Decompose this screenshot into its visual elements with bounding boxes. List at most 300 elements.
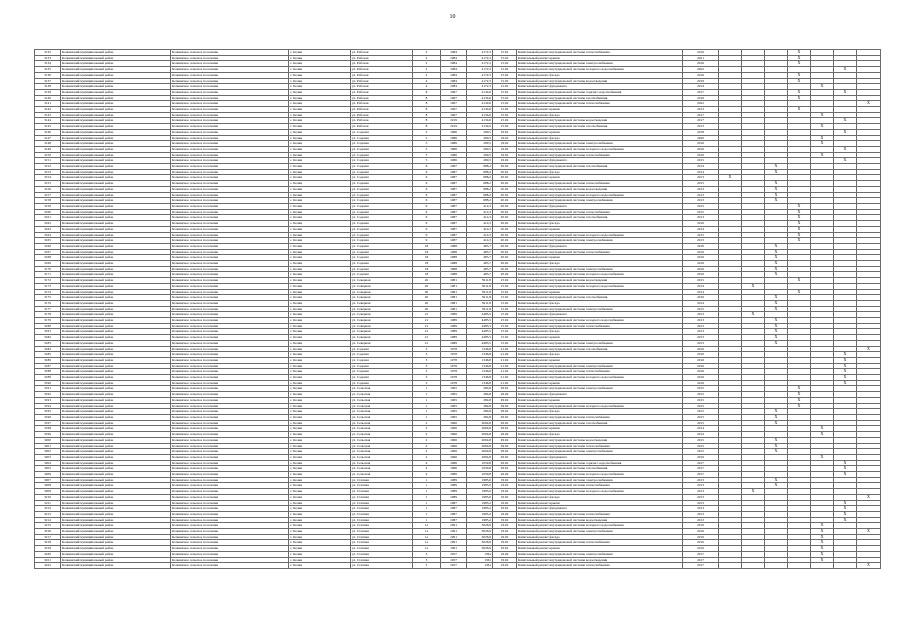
area-cell: 2064,8 [467,432,493,438]
code-cell: 21.02 [493,369,517,375]
mark-3-cell: X [765,340,788,346]
work-type-cell: Капитальный ремонт внутридомовой системы газоснабжения [517,95,683,101]
mark-3-cell: X [765,249,788,255]
settlement-cell: Кочкинское сельское поселение [171,67,289,73]
municipal-district-cell: Кочкинский муниципальный район [61,266,171,272]
code-cell: 20.02 [493,272,517,278]
settlement-cell: Кочкинское сельское поселение [171,209,289,215]
municipal-district-cell: Кочкинский муниципальный район [61,152,171,158]
code-cell: 19.02 [493,483,517,489]
work-type-cell: Капитальный ремонт внутридомовой системы водоотведения [517,118,683,124]
street-cell: ул. Садовая [351,198,413,204]
locality-cell: с. Кочки [289,243,351,249]
house-number-cell: 2 [413,420,441,426]
area-cell: 1361 [467,551,493,557]
mark-4-cell: X [788,50,811,56]
settlement-cell: Кочкинское сельское поселение [171,318,289,324]
house-number-cell: 21 [413,312,441,318]
work-type-cell: Капитальный ремонт внутридомовой системы теплоснабжения [517,209,683,215]
row-number-cell: 3178 [35,312,61,318]
house-number-cell: 5 [413,158,441,164]
mark-4-cell: X [788,232,811,238]
year-built-cell: 1987 [441,192,467,198]
area-cell: 414,3 [467,232,493,238]
house-number-cell: 3 [413,346,441,352]
year-cell: 2021 [683,55,719,61]
locality-cell: с. Кочки [289,141,351,147]
year-built-cell: 1966 [441,432,467,438]
row-number-cell: 3185 [35,352,61,358]
work-type-cell: Капитальный ремонт внутридомовой системы теплоснабжения [517,443,683,449]
row-number-cell: 3160 [35,209,61,215]
settlement-cell: Кочкинское сельское поселение [171,454,289,460]
mark-6-cell: X [834,363,857,369]
mark-3-cell: X [765,477,788,483]
settlement-cell: Кочкинское сельское поселение [171,415,289,421]
year-built-cell: 1991 [441,523,467,529]
year-built-cell: 1988 [441,266,467,272]
mark-3-cell: X [765,243,788,249]
house-number-cell: 1а [413,540,441,546]
area-cell: 688,2 [467,164,493,170]
municipal-district-cell: Кочкинский муниципальный район [61,181,171,187]
row-number-cell: 3190 [35,380,61,386]
year-built-cell: 1987 [441,517,467,523]
street-cell: ул. Сельская [351,386,413,392]
street-cell: ул. Северная [351,306,413,312]
work-type-cell: Капитальный ремонт внутридомовой системы газоснабжения [517,420,683,426]
year-cell: 2013 [683,506,719,512]
year-cell: 2015 [683,232,719,238]
code-cell: 15.02 [493,55,517,61]
house-number-cell: 1 [413,386,441,392]
year-cell: 2014 [683,169,719,175]
house-number-cell: 8 [413,95,441,101]
municipal-district-cell: Кочкинский муниципальный район [61,312,171,318]
settlement-cell: Кочкинское сельское поселение [171,95,289,101]
area-cell: 1346,8 [467,375,493,381]
code-cell: 20.02 [493,164,517,170]
area-cell: 414,3 [467,221,493,227]
code-cell: 21.02 [493,363,517,369]
row-number-cell: 3138 [35,84,61,90]
year-built-cell: 1989 [441,318,467,324]
year-built-cell: 1987 [441,186,467,192]
street-cell: ул. Степная [351,517,413,523]
code-cell: 15.02 [493,61,517,67]
area-cell: 5911,8 [467,306,493,312]
code-cell: 19.02 [493,146,517,152]
area-cell: 688,2 [467,181,493,187]
year-built-cell: 1919 [441,124,467,130]
house-number-cell: 9 [413,221,441,227]
municipal-district-cell: Кочкинский муниципальный район [61,551,171,557]
year-built-cell: 1981 [441,295,467,301]
street-cell: ул. Северная [351,329,413,335]
year-cell: 2016 [683,346,719,352]
mark-4-cell: X [788,386,811,392]
area-cell: 688,2 [467,198,493,204]
house-number-cell: 9 [413,232,441,238]
work-type-cell: Капитальный ремонт внутридомовой системы газоснабжения [517,295,683,301]
settlement-cell: Кочкинское сельское поселение [171,306,289,312]
year-built-cell: 1984 [441,61,467,67]
street-cell: ул. Садовая [351,215,413,221]
area-cell: 3026,9 [467,534,493,540]
work-type-cell: Капитальный ремонт внутридомовой системы электроснабжения [517,551,683,557]
area-cell: 4172,3 [467,72,493,78]
work-type-cell: Капитальный ремонт внутридомовой системы горячего водоснабжения [517,89,683,95]
code-cell: 19.02 [493,129,517,135]
year-cell: 2013 [683,511,719,517]
row-number-cell: 3162 [35,221,61,227]
mark-6-cell: X [834,380,857,386]
street-cell: ул. Сельская [351,460,413,466]
work-type-cell: Капитальный ремонт внутридомовой системы теплоснабжения [517,101,683,107]
area-cell: 2064,8 [467,449,493,455]
locality-cell: с. Кочки [289,158,351,164]
mark-3-cell: X [765,295,788,301]
year-cell: 2015 [683,397,719,403]
municipal-district-cell: Кочкинский муниципальный район [61,118,171,124]
code-cell: 19.02 [493,494,517,500]
mark-3-cell: X [765,420,788,426]
street-cell: ул. Степная [351,477,413,483]
area-cell: 1985,2 [467,511,493,517]
year-built-cell: 1989 [441,312,467,318]
house-number-cell: 20 [413,278,441,284]
house-number-cell: 21 [413,323,441,329]
year-cell: 2016 [683,72,719,78]
area-cell: 299,5 [467,135,493,141]
area-cell: 2064,8 [467,454,493,460]
locality-cell: с. Кочки [289,283,351,289]
street-cell: ул. Степная [351,534,413,540]
house-number-cell: 3 [413,557,441,563]
street-cell: ул. Сельская [351,472,413,478]
work-type-cell: Капитальный ремонт внутридомовой системы электроснабжения [517,477,683,483]
work-type-cell: Капитальный ремонт фундамента [517,158,683,164]
mark-5-cell [811,563,834,569]
code-cell: 20.02 [493,221,517,227]
settlement-cell: Кочкинское сельское поселение [171,101,289,107]
area-cell: 1985,0 [467,489,493,495]
row-number-cell: 3219 [35,546,61,552]
year-cell: 2014 [683,164,719,170]
year-built-cell: 1978 [441,375,467,381]
settlement-cell: Кочкинское сельское поселение [171,483,289,489]
mark-7-cell: X [857,529,881,535]
year-cell: 2013 [683,323,719,329]
municipal-district-cell: Кочкинский муниципальный район [61,540,171,546]
house-number-cell: 18 [413,261,441,267]
house-number-cell: 6 [413,181,441,187]
house-number-cell: 2 [413,426,441,432]
house-number-cell: 1а [413,529,441,535]
house-number-cell: 3 [413,551,441,557]
house-number-cell: 18 [413,266,441,272]
house-number-cell: 5 [413,141,441,147]
area-cell: 4134,6 [467,107,493,113]
work-type-cell: Капитальный ремонт фасада [517,534,683,540]
work-type-cell: Капитальный ремонт крыши [517,357,683,363]
row-number-cell: 3132 [35,50,61,56]
code-cell: 15.02 [493,300,517,306]
work-type-cell: Капитальный ремонт внутридомовой системы теплоснабжения [517,540,683,546]
mark-5-cell: X [811,540,834,546]
work-type-cell: Капитальный ремонт внутридомовой системы водоотведения [517,186,683,192]
year-cell: 2013 [683,312,719,318]
house-number-cell: 20 [413,283,441,289]
year-built-cell: 1986 [441,135,467,141]
area-cell: 5911,8 [467,300,493,306]
year-built-cell: 1984 [441,72,467,78]
row-number-cell: 3141 [35,101,61,107]
area-cell: 5911,8 [467,289,493,295]
year-built-cell: 1965 [441,403,467,409]
code-cell: 15.02 [493,95,517,101]
year-built-cell: 1978 [441,369,467,375]
code-cell: 15.02 [493,50,517,56]
municipal-district-cell: Кочкинский муниципальный район [61,489,171,495]
code-cell: 19.02 [493,511,517,517]
locality-cell: с. Кочки [289,249,351,255]
year-cell: 2014 [683,289,719,295]
year-cell: 2016 [683,352,719,358]
code-cell: 29.02 [493,426,517,432]
locality-cell: с. Кочки [289,101,351,107]
settlement-cell: Кочкинское сельское поселение [171,489,289,495]
year-cell: 2013 [683,483,719,489]
year-built-cell: 1984 [441,55,467,61]
locality-cell: с. Кочки [289,460,351,466]
locality-cell: с. Кочки [289,272,351,278]
row-number-cell: 3181 [35,329,61,335]
code-cell: 15.02 [493,329,517,335]
street-cell: ул. Степная [351,551,413,557]
municipal-district-cell: Кочкинский муниципальный район [61,557,171,563]
street-cell: ул. Рабочая [351,84,413,90]
mark-5-cell: X [811,152,834,158]
mark-2-cell: X [742,312,765,318]
row-number-cell: 3134 [35,61,61,67]
year-cell: 2015 [683,443,719,449]
mark-3-cell: X [765,181,788,187]
locality-cell: с. Кочки [289,295,351,301]
area-cell: 1346,8 [467,380,493,386]
year-built-cell: 1978 [441,363,467,369]
house-number-cell: 1 [413,415,441,421]
year-cell: 2015 [683,420,719,426]
year-cell: 2016 [683,141,719,147]
area-cell: 1361 [467,557,493,563]
locality-cell: с. Кочки [289,415,351,421]
row-number-cell: 3140 [35,95,61,101]
mark-4-cell: X [788,226,811,232]
mark-4-cell: X [788,95,811,101]
year-cell: 2015 [683,392,719,398]
row-number-cell: 3210 [35,494,61,500]
area-cell: 1059,8 [467,460,493,466]
mark-5-cell: X [811,557,834,563]
settlement-cell: Кочкинское сельское поселение [171,232,289,238]
settlement-cell: Кочкинское сельское поселение [171,546,289,552]
street-cell: ул. Степная [351,546,413,552]
area-cell: 2064,8 [467,437,493,443]
area-cell: 483,7 [467,266,493,272]
row-number-cell: 3195 [35,409,61,415]
street-cell: ул. Садовая [351,158,413,164]
settlement-cell: Кочкинское сельское поселение [171,340,289,346]
street-cell: ул. Северная [351,312,413,318]
settlement-cell: Кочкинское сельское поселение [171,55,289,61]
mark-5-cell: X [811,534,834,540]
municipal-district-cell: Кочкинский муниципальный район [61,50,171,56]
work-type-cell: Капитальный ремонт крыши [517,107,683,113]
code-cell: 15.02 [493,335,517,341]
street-cell: ул. Сельская [351,415,413,421]
locality-cell: с. Кочки [289,118,351,124]
house-number-cell: 6 [413,164,441,170]
municipal-district-cell: Кочкинский муниципальный район [61,483,171,489]
area-cell: 1059,8 [467,466,493,472]
year-cell: 2016 [683,261,719,267]
year-cell: 2017 [683,466,719,472]
street-cell: ул. Степная [351,494,413,500]
locality-cell: с. Кочки [289,511,351,517]
locality-cell: с. Кочки [289,494,351,500]
house-number-cell: 21 [413,318,441,324]
code-cell: 15.02 [493,107,517,113]
locality-cell: с. Кочки [289,318,351,324]
street-cell: ул. Садовая [351,352,413,358]
year-built-cell: 1986 [441,466,467,472]
year-built-cell: 1984 [441,78,467,84]
house-number-cell: 8 [413,124,441,130]
municipal-district-cell: Кочкинский муниципальный район [61,454,171,460]
work-type-cell: Капитальный ремонт внутридомовой системы газоснабжения [517,346,683,352]
work-type-cell: Капитальный ремонт крыши [517,226,683,232]
work-type-cell: Капитальный ремонт фасада [517,409,683,415]
locality-cell: с. Кочки [289,146,351,152]
locality-cell: с. Кочки [289,203,351,209]
mark-7-cell: X [857,563,881,569]
locality-cell: с. Кочки [289,181,351,187]
street-cell: ул. Северная [351,295,413,301]
settlement-cell: Кочкинское сельское поселение [171,158,289,164]
mark-3-cell: X [765,415,788,421]
work-type-cell: Капитальный ремонт внутридомовой системы электроснабжения [517,386,683,392]
work-type-cell: Капитальный ремонт фасада [517,72,683,78]
locality-cell: с. Кочки [289,129,351,135]
mark-5-cell: X [811,141,834,147]
area-cell: 483,7 [467,261,493,267]
year-built-cell: 1987 [441,238,467,244]
settlement-cell: Кочкинское сельское поселение [171,460,289,466]
street-cell: ул. Северная [351,335,413,341]
row-number-cell: 3194 [35,403,61,409]
year-built-cell: 1981 [441,306,467,312]
mark-6-cell: X [834,375,857,381]
year-cell: 2016 [683,540,719,546]
street-cell: ул. Сельская [351,409,413,415]
municipal-district-cell: Кочкинский муниципальный район [61,323,171,329]
locality-cell: с. Кочки [289,329,351,335]
row-number-cell: 3214 [35,517,61,523]
locality-cell: с. Кочки [289,209,351,215]
year-cell: 2013 [683,489,719,495]
code-cell: 20.02 [493,186,517,192]
work-type-cell: Капитальный ремонт внутридомовой системы холодного водоснабжения [517,146,683,152]
year-cell: 2016 [683,523,719,529]
year-cell: 2014 [683,283,719,289]
mark-4-cell: X [788,392,811,398]
locality-cell: с. Кочки [289,443,351,449]
code-cell: 19.02 [493,557,517,563]
house-number-cell: 1 [413,397,441,403]
area-cell: 4172,3 [467,84,493,90]
settlement-cell: Кочкинское сельское поселение [171,432,289,438]
street-cell: ул. Садовая [351,272,413,278]
street-cell: ул. Сельская [351,392,413,398]
area-cell: 4485,5 [467,335,493,341]
street-cell: ул. Рабочая [351,101,413,107]
area-cell: 5911,8 [467,278,493,284]
house-number-cell: 3 [413,369,441,375]
year-built-cell: 1966 [441,426,467,432]
year-built-cell: 1986 [441,152,467,158]
code-cell: 20.02 [493,261,517,267]
area-cell: 4485,5 [467,312,493,318]
work-type-cell: Капитальный ремонт фундамента [517,454,683,460]
code-cell: 29.02 [493,437,517,443]
year-built-cell: 1966 [441,449,467,455]
settlement-cell: Кочкинское сельское поселение [171,472,289,478]
locality-cell: с. Кочки [289,409,351,415]
locality-cell: с. Кочки [289,124,351,130]
year-cell: 2013 [683,335,719,341]
house-number-cell: 8 [413,118,441,124]
area-cell: 1059,8 [467,472,493,478]
street-cell: ул. Садовая [351,129,413,135]
year-built-cell: 1981 [441,278,467,284]
settlement-cell: Кочкинское сельское поселение [171,249,289,255]
municipal-district-cell: Кочкинский муниципальный район [61,238,171,244]
row-number-cell: 3137 [35,78,61,84]
street-cell: ул. Садовая [351,238,413,244]
street-cell: ул. Рабочая [351,107,413,113]
year-built-cell: 1989 [441,329,467,335]
street-cell: ул. Садовая [351,226,413,232]
work-type-cell: Капитальный ремонт фасада [517,352,683,358]
house-number-cell: 8 [413,112,441,118]
year-built-cell: 1991 [441,534,467,540]
year-cell: 2015 [683,415,719,421]
mark-4-cell: X [788,397,811,403]
municipal-district-cell: Кочкинский муниципальный район [61,112,171,118]
year-cell: 2016 [683,255,719,261]
street-cell: ул. Садовая [351,181,413,187]
code-cell: 19.02 [493,135,517,141]
row-number-cell: 3167 [35,249,61,255]
mark-6-cell: X [834,67,857,73]
settlement-cell: Кочкинское сельское поселение [171,89,289,95]
house-number-cell: 21 [413,335,441,341]
house-number-cell: 1 [413,392,441,398]
settlement-cell: Кочкинское сельское поселение [171,118,289,124]
municipal-district-cell: Кочкинский муниципальный район [61,158,171,164]
municipal-district-cell: Кочкинский муниципальный район [61,135,171,141]
